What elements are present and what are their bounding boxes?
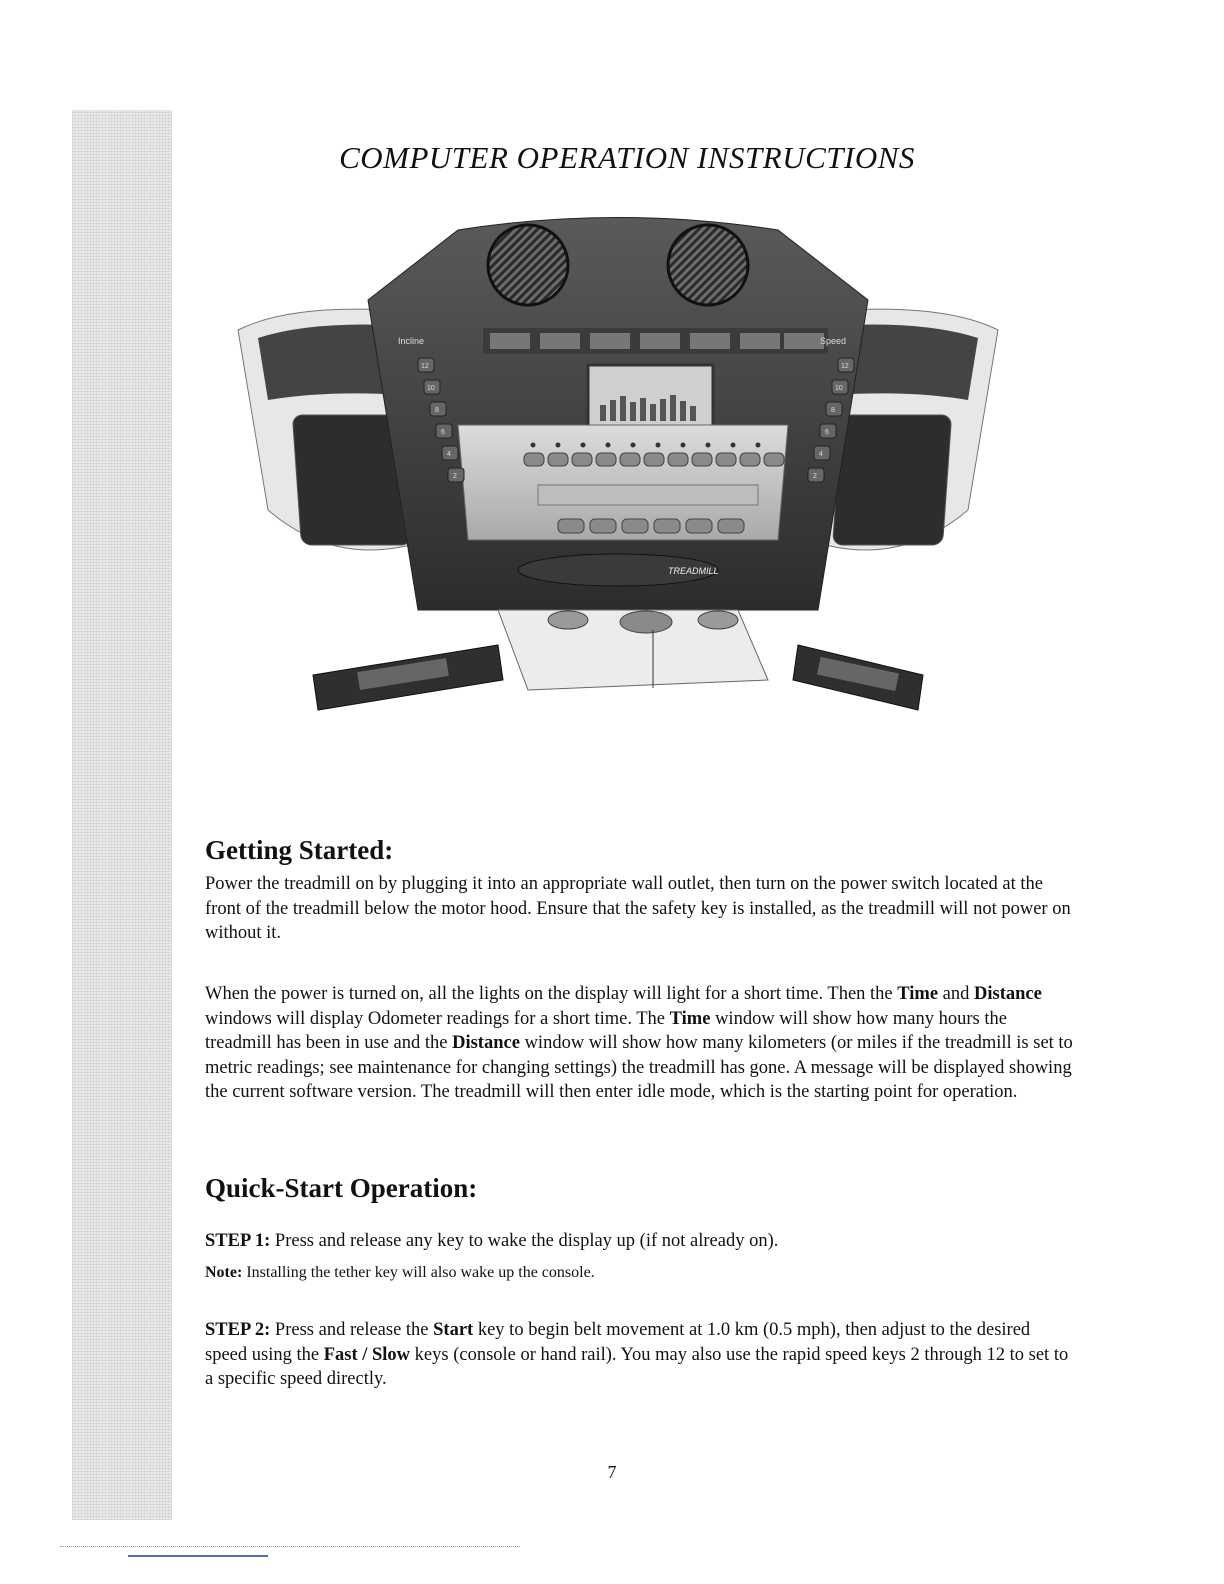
- brand-label: TREADMILL: [668, 566, 719, 576]
- page-title: COMPUTER OPERATION INSTRUCTIONS: [339, 140, 915, 175]
- speed-key-6: 6: [825, 429, 829, 436]
- speed-key-2: 2: [813, 473, 817, 480]
- scan-bottom-mark: [128, 1555, 268, 1557]
- incline-key-8: 8: [435, 407, 439, 414]
- incline-key-6: 6: [441, 429, 445, 436]
- getting-started-paragraph-1: Power the treadmill on by plugging it into an appropriate wall outlet, then turn on the power switch located at the front of the treadmill below the motor hood. Ensure that the safety key is installed, as the treadmill will not power on without it.: [205, 874, 1071, 943]
- incline-key-2: 2: [453, 473, 457, 480]
- note: Note: Installing the tether key will also wake up the console.: [205, 1264, 595, 1281]
- speed-key-12: 12: [841, 363, 849, 370]
- speed-key-8: 8: [831, 407, 835, 414]
- treadmill-console-image: [228, 210, 1008, 730]
- incline-key-4: 4: [447, 451, 451, 458]
- speed-label: Speed: [820, 336, 847, 346]
- speed-key-4: 4: [819, 451, 823, 458]
- step-1: STEP 1: Press and release any key to wake the display up (if not already on).: [205, 1231, 779, 1251]
- getting-started-heading: Getting Started:: [205, 835, 394, 865]
- incline-key-12: 12: [421, 363, 429, 370]
- quick-start-heading: Quick-Start Operation:: [205, 1173, 478, 1203]
- scan-bottom-rule: [60, 1546, 520, 1547]
- incline-label: Incline: [398, 336, 425, 346]
- speed-key-10: 10: [835, 385, 843, 392]
- scan-edge-strip: [72, 110, 172, 1520]
- getting-started-paragraph-2: When the power is turned on, all the lights on the display will light for a short time. Then the Time and Distance windows will display Odometer readings for a short time. The Time window will show how many hours the treadmill has been in use and the Distance window will show how many kilometers (or miles if the treadmill is set to metric readings; see maintenance for changing settings) the treadmill has gone. A message will be displayed showing the current software version. The treadmill will then enter idle mode, which is the starting point for operation.: [205, 984, 1073, 1102]
- page-number: 7: [607, 1462, 617, 1482]
- step-2: STEP 2: Press and release the Start key to begin belt movement at 1.0 km (0.5 mph), then adjust to the desired speed using the Fast / Slow keys (console or hand rail). You may also use the rapid speed keys 2 through 12 to set to a specific speed directly.: [205, 1320, 1069, 1389]
- incline-key-10: 10: [427, 385, 435, 392]
